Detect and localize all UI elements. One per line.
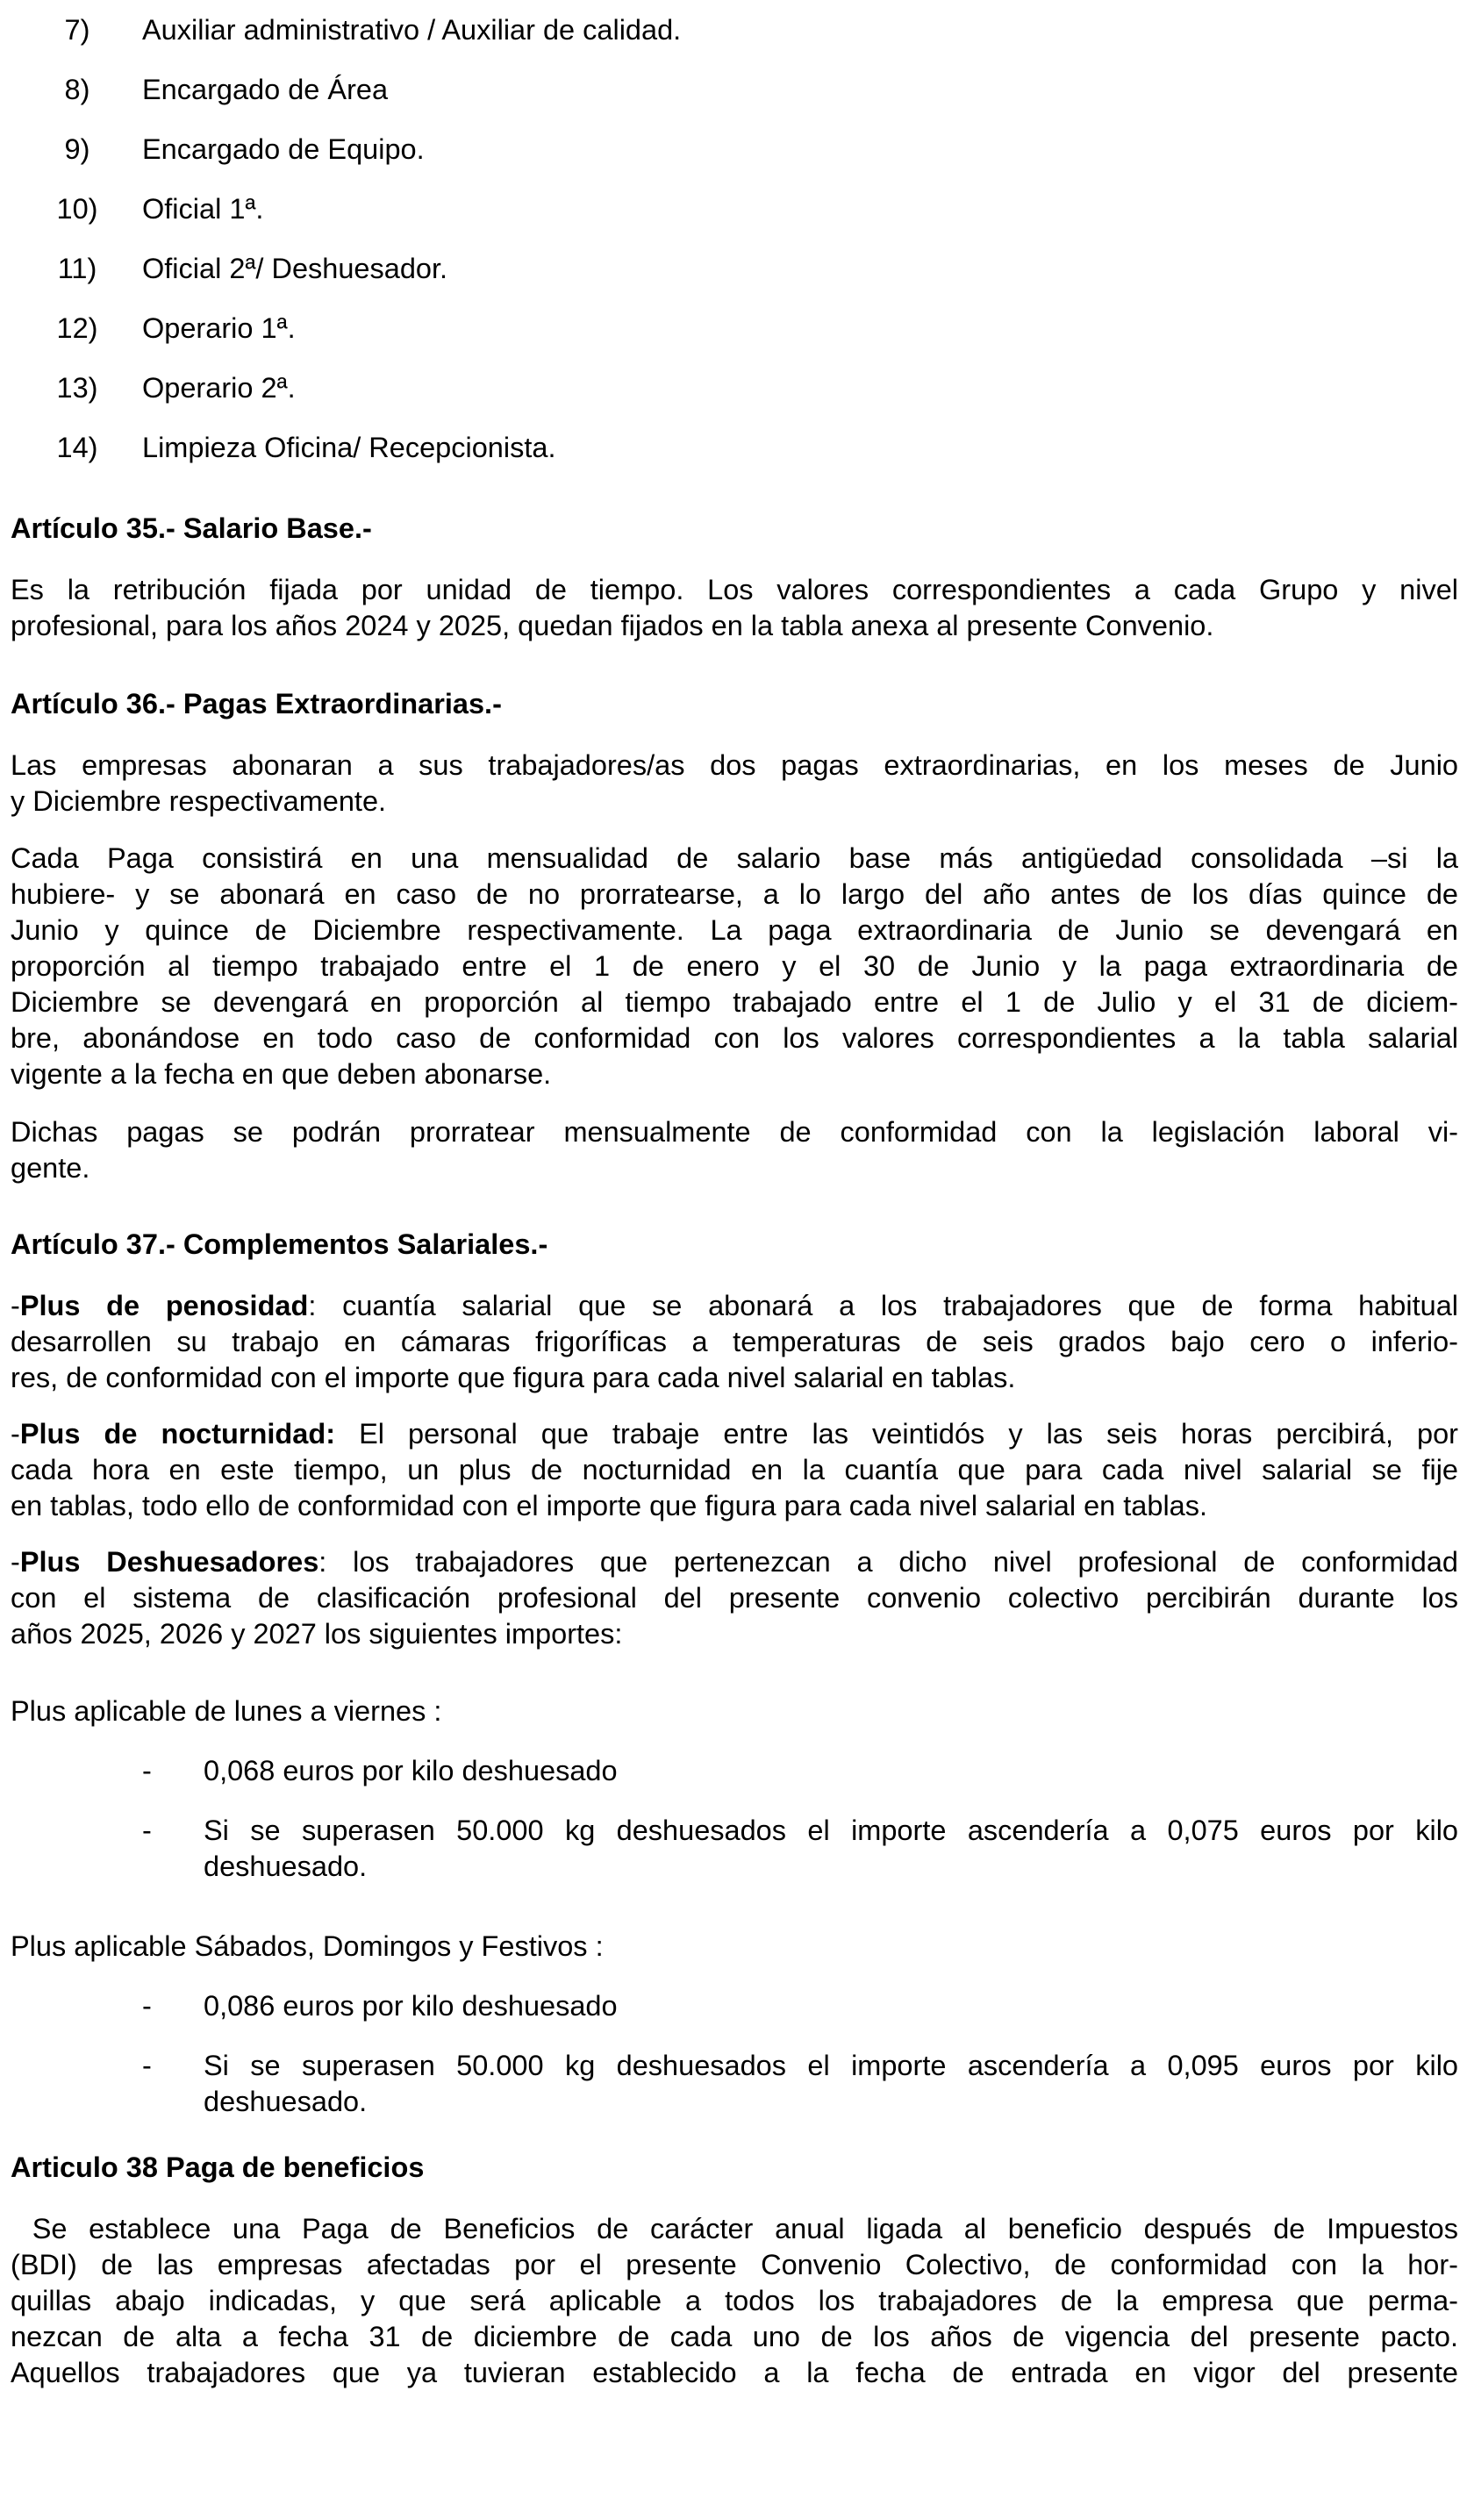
bullet-dash: -	[142, 1815, 152, 1846]
article-35-paragraph	[11, 572, 1458, 644]
list-item-text: Oficial 2ª/ Deshuesador.	[142, 253, 448, 284]
plus-penosidad-term: Plus de penosidad	[19, 1290, 309, 1321]
text-line: -Plus de nocturnidad: El personal que trabaje entre las veintidós y las seis horas percibirá, por	[11, 1418, 1459, 1450]
text-line: quillas abajo indicadas, y que será aplicable a todos los trabajadores de la empresa que perma-	[11, 2285, 1458, 2316]
bullet-text: 0,068 euros por kilo deshuesado	[204, 1755, 618, 1786]
list-item-text: Operario 2ª.	[142, 372, 296, 404]
list-item-number: 11)	[57, 253, 97, 284]
text-line: y Diciembre respectivamente.	[11, 785, 387, 817]
text-line: Se establece una Paga de Beneficios de carácter anual ligada al beneficio después de Impuestos	[11, 2213, 1458, 2244]
text-line: desarrollen su trabajo en cámaras frigoríficas a temperaturas de seis grados bajo cero o inferio-	[11, 1326, 1458, 1357]
text-line: Dichas pagas se podrán prorratear mensualmente de conformidad con la legislación laboral vi-	[11, 1116, 1458, 1148]
bullet-dash: -	[142, 2050, 152, 2081]
list-item-number: 7)	[64, 14, 90, 46]
bullet-dash: -	[142, 1990, 152, 2022]
article-37-heading: Artículo 37.- Complementos Salariales.-	[11, 1228, 548, 1260]
text-line: con el sistema de clasificación profesional del presente convenio colectivo percibirán durante los	[11, 1582, 1458, 1614]
list-item-number: 12)	[56, 312, 98, 344]
text-line: profesional, para los años 2024 y 2025, quedan fijados en la tabla anexa al presente Convenio.	[11, 610, 1214, 641]
text-line: (BDI) de las empresas afectadas por el presente Convenio Colectivo, de conformidad con la hor-	[11, 2249, 1458, 2280]
plus-nocturnidad-term: Plus de nocturnidad:	[19, 1418, 336, 1450]
text-line: Diciembre se devengará en proporción al tiempo trabajado entre el 1 de Julio y el 31 de diciem-	[11, 986, 1458, 1018]
text-line: vigente a la fecha en que deben abonarse.	[11, 1058, 552, 1090]
text-line: en tablas, todo ello de conformidad con el importe que figura para cada nivel salarial en tablas.	[11, 1490, 1208, 1521]
text-line: bre, abonándose en todo caso de conformidad con los valores correspondientes a la tabla salarial	[11, 1022, 1458, 1054]
bullet-dash: -	[142, 1755, 152, 1786]
bullet-text: Si se superasen 50.000 kg deshuesados el importe ascendería a 0,075 euros por kilo	[204, 1815, 1458, 1846]
text-line: hubiere- y se abonará en caso de no prorratearse, a lo largo del año antes de los días quince de	[11, 878, 1458, 910]
list-item-number: 13)	[56, 372, 98, 404]
list-item-text: Operario 1ª.	[142, 312, 296, 344]
list-item-text: Encargado de Equipo.	[142, 133, 425, 165]
text-line: nezcan de alta a fecha 31 de diciembre de cada uno de los años de vigencia del presente pacto.	[11, 2321, 1458, 2352]
text-line: proporción al tiempo trabajado entre el 1 de enero y el 30 de Junio y la paga extraordinaria de	[11, 950, 1458, 982]
article-36-heading: Artículo 36.- Pagas Extraordinarias.-	[11, 688, 502, 719]
plus-penosidad-paragraph	[11, 1288, 1458, 1396]
article-36-paragraph-3	[11, 1114, 1458, 1186]
text-line: -Plus Deshuesadores: los trabajadores que pertenezcan a dicho nivel profesional de conformidad	[11, 1546, 1458, 1578]
text-line: Cada Paga consistirá en una mensualidad de salario base más antigüedad consolidada –si la	[11, 842, 1458, 874]
text-line: gente.	[11, 1152, 90, 1184]
text-line: cada hora en este tiempo, un plus de nocturnidad en la cuantía que para cada nivel salarial se fije	[11, 1454, 1458, 1486]
list-item-number: 9)	[64, 133, 90, 165]
bullet-text: deshuesado.	[204, 2086, 368, 2117]
text-line: -Plus de penosidad: cuantía salarial que se abonará a los trabajadores que de forma habitual	[11, 1290, 1458, 1321]
article-36-paragraph-2	[11, 841, 1458, 1092]
list-item-text: Limpieza Oficina/ Recepcionista.	[142, 432, 556, 463]
article-35-heading: Artículo 35.- Salario Base.-	[11, 512, 372, 544]
list-item-text: Oficial 1ª.	[142, 193, 264, 225]
plus-deshuesadores-paragraph	[11, 1544, 1458, 1652]
text-line: Las empresas abonaran a sus trabajadores/as dos pagas extraordinarias, en los meses de Junio	[11, 749, 1458, 781]
weekend-plus-heading: Plus aplicable Sábados, Domingos y Festivos :	[11, 1930, 604, 1962]
weekend-bullet-item	[11, 2048, 1458, 2120]
text-line: res, de conformidad con el importe que figura para cada nivel salarial en tablas.	[11, 1362, 1016, 1393]
bullet-text: 0,086 euros por kilo deshuesado	[204, 1990, 618, 2022]
list-item-number: 8)	[64, 74, 90, 105]
article-36-paragraph-1	[11, 748, 1458, 820]
text-line: Junio y quince de Diciembre respectivamente. La paga extraordinaria de Junio se devengará en	[11, 914, 1458, 946]
list-item-text: Auxiliar administrativo / Auxiliar de calidad.	[142, 14, 682, 46]
article-38-heading: Articulo 38 Paga de beneficios	[11, 2151, 425, 2183]
plus-nocturnidad-paragraph	[11, 1416, 1458, 1524]
weekday-plus-heading: Plus aplicable de lunes a viernes :	[11, 1695, 442, 1727]
list-item-text: Encargado de Área	[142, 74, 389, 105]
weekday-bullet-item	[11, 1813, 1458, 1885]
bullet-text: deshuesado.	[204, 1851, 368, 1882]
list-item-number: 14)	[56, 432, 98, 463]
plus-deshuesadores-term: Plus Deshuesadores	[19, 1546, 319, 1578]
bullet-text: Si se superasen 50.000 kg deshuesados el importe ascendería a 0,095 euros por kilo	[204, 2050, 1458, 2081]
article-38-paragraph	[11, 2211, 1458, 2391]
text-line: Aquellos trabajadores que ya tuvieran establecido a la fecha de entrada en vigor del presente	[11, 2357, 1458, 2388]
text-line: años 2025, 2026 y 2027 los siguientes importes:	[11, 1618, 623, 1650]
text-line: Es la retribución fijada por unidad de tiempo. Los valores correspondientes a cada Grupo y nivel	[11, 574, 1458, 605]
list-item-number: 10)	[56, 193, 98, 225]
